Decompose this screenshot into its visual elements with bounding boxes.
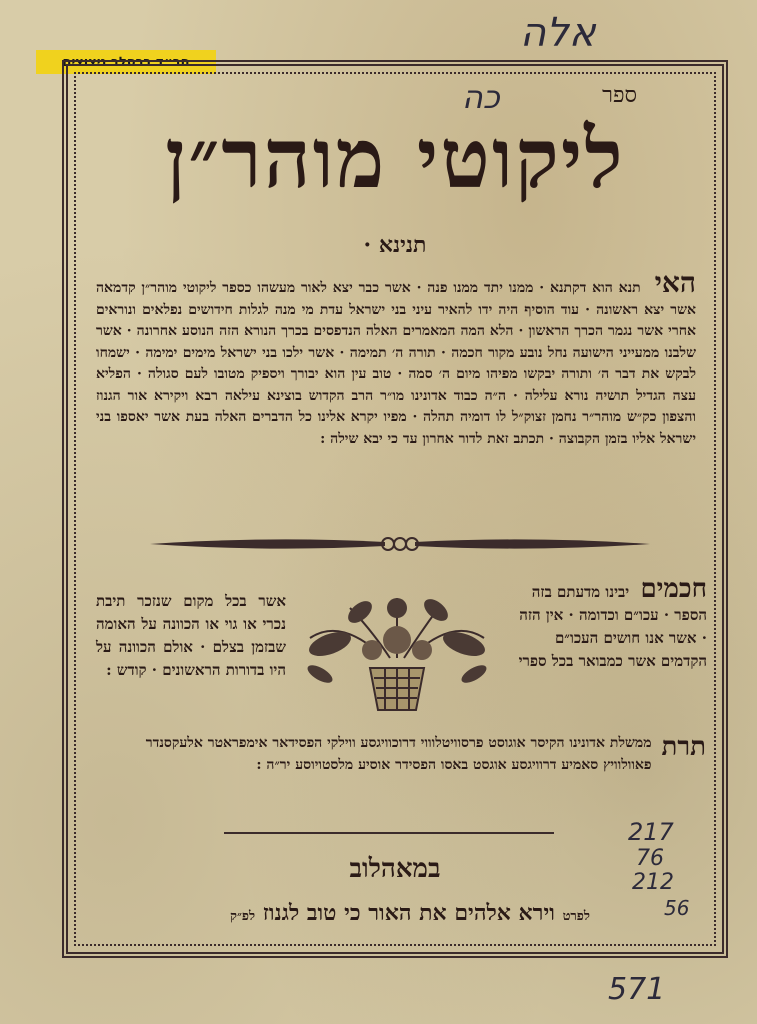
handwritten-note: כה — [462, 78, 500, 116]
handwritten-note: אלה — [520, 10, 596, 56]
book-title: ליקוטי מוהר״ן — [165, 111, 625, 207]
gentiles-note-paragraph: אשר בכל מקום שנזכר תיבת נכרי או גוי או הכוונה על האומה שבזמן בצלם · אולם הכוונה על היו בדורות הראשונים · קודש : — [96, 592, 286, 679]
horizontal-rule — [224, 832, 554, 834]
handwritten-number: 76 — [636, 846, 664, 871]
sages-paragraph — [512, 574, 707, 673]
censorship-text: ממשלת אדונינו הקיסר אוגוסט פרסוויטלוווי דרוכוויגסע ווילקי הפסידאר אימפראטר אלעקסנדר פאוולוויץ סאמיע דרוויגסע אוגסט באסו הפסידר אוסיע מלסטויוסע יר״ה : — [145, 735, 652, 773]
verse-prefix: לפרט — [562, 909, 590, 924]
print-city: במאהלוב — [349, 854, 441, 884]
handwritten-number: 56 — [664, 896, 690, 920]
verse-text: וירא אלהים את האור כי טוב לגנוז — [262, 900, 555, 926]
intro-text: תנא הוא דקתנא · ממנו יתד ממנו פנה · אשר כבר יצא לאור מעשהו כספר ליקוטי מוהר״ן קדמאה אשר יצא ראשונה · עוד הוסיף היה ידו להאיר עיני בני ישראל עדת מי מנה לגלות חידושים נפלאים ונוראים אחרי אשר נגמר הכרך הראשון · הלא המה המאמרים האלה הנדפסים בכרך הנורא הזה הנוסע אחרונה · אשר שלבנו ממעייני הישועה נחל נובע מקור חכמה · תורה ה׳ תמימה · אשר ילכו בני ישראל מימים ימימה · ישמחו לבקש את דבר ה׳ ותורה יבקשו מפיהו מיום ה׳ סמה · טוב עין הוא יבורך ויספיק מטובו לעם סגולה · הפליא עצה הגדיל תושיה נורא עלילה · ה״ה כבוד אדונינו מו״ר הרב הקדוש בוצינא עילאה רבא ויקירא אור הגנוז והצפון כק״ש מוהר״ר נחמן זצוק״ל לו דומיה תהלה · מפיו יקרא אלינו כל הדברים האלה בעת אשר יאספו בני ישראל אליו בזמן הקבוצה · תכתב זאת לדור אחרון עד כי יבא שילה : — [96, 280, 696, 447]
sages-text: יבינו מדעתם בזה הספר · עכו״ם וכדומה · אין הזה · אשר אנו חושים העכו״ם הקדמים אשר כמבואר בכל ספרי — [518, 583, 707, 670]
book-label: ספר — [602, 83, 637, 108]
intro-lead-word: האי — [654, 266, 696, 299]
handwritten-number: 571 — [608, 972, 666, 1007]
flower-basket-illustration — [290, 588, 504, 716]
censorship-lead-word: תרת — [661, 732, 706, 762]
intro-paragraph — [96, 266, 696, 450]
sages-lead-word: חכמים — [640, 574, 707, 604]
publisher-badge: חב״ד ברסלב ניצוצים — [36, 50, 216, 74]
ornamental-divider — [150, 534, 650, 554]
verse-suffix: לפ״ק — [230, 909, 256, 924]
handwritten-number: 212 — [632, 870, 674, 895]
book-subtitle: תנינא · — [363, 232, 427, 258]
print-year-verse — [130, 900, 690, 926]
handwritten-number: 217 — [628, 818, 674, 846]
censorship-paragraph — [96, 732, 706, 776]
